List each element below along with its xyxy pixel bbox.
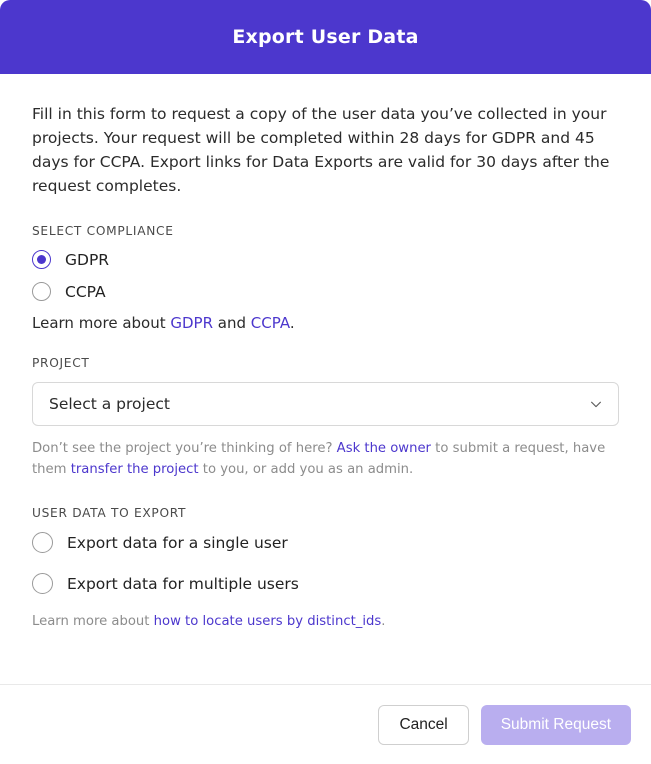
link-gdpr[interactable]: GDPR: [170, 314, 214, 332]
project-section-label: PROJECT: [32, 356, 90, 370]
radio-ccpa-indicator[interactable]: [32, 282, 51, 301]
user-data-hint: [32, 614, 619, 629]
modal-footer: [0, 684, 651, 764]
radio-single-user-label: Export data for a single user: [67, 533, 288, 552]
learn-more-suffix: .: [289, 314, 295, 332]
radio-option-single-user[interactable]: [32, 532, 619, 553]
project-hint-part1: Don’t see the project you’re thinking of here?: [32, 441, 337, 456]
radio-single-user-indicator[interactable]: [32, 532, 53, 553]
project-hint-part3: to you, or add you as an admin.: [198, 462, 414, 477]
project-select[interactable]: [32, 382, 619, 426]
project-select-value: Select a project: [49, 395, 170, 413]
radio-option-multiple-users[interactable]: [32, 573, 619, 594]
user-data-section-label: USER DATA TO EXPORT: [32, 506, 187, 520]
modal-body: [0, 74, 651, 684]
link-ccpa[interactable]: CCPA: [250, 314, 290, 332]
project-select-wrap: [32, 382, 619, 426]
modal-header: [0, 0, 651, 74]
user-data-hint-suffix: .: [381, 614, 386, 629]
project-hint-part2: to submit a request, have them: [32, 441, 606, 477]
link-locate-users-distinct-ids[interactable]: how to locate users by distinct_ids: [153, 614, 382, 629]
user-data-radio-group: [32, 532, 619, 594]
radio-multiple-users-label: Export data for multiple users: [67, 574, 299, 593]
compliance-learn-more: [32, 314, 619, 332]
learn-more-join: and: [213, 314, 251, 332]
project-hint: [32, 438, 619, 480]
learn-more-prefix: Learn more about: [32, 314, 171, 332]
radio-option-gdpr[interactable]: [32, 250, 619, 269]
compliance-section-label: SELECT COMPLIANCE: [32, 224, 174, 238]
submit-request-button[interactable]: Submit Request: [481, 705, 631, 745]
radio-gdpr-label: GDPR: [65, 250, 110, 269]
chevron-down-icon[interactable]: [589, 382, 603, 426]
user-data-hint-prefix: Learn more about: [32, 614, 154, 629]
intro-text: Fill in this form to request a copy of the user data you’ve collected in your projects. Your request will be completed within 28 days for GDPR and 45 days for CCPA. Export links for Data Exports are valid for 30 days after the request completes.: [32, 105, 610, 195]
radio-option-ccpa[interactable]: [32, 282, 619, 301]
link-transfer-the-project[interactable]: transfer the project: [70, 462, 199, 477]
radio-ccpa-label: CCPA: [65, 282, 106, 301]
link-ask-the-owner[interactable]: Ask the owner: [336, 441, 431, 456]
page-title: Export User Data: [232, 26, 419, 48]
radio-multiple-users-indicator[interactable]: [32, 573, 53, 594]
cancel-button[interactable]: Cancel: [378, 705, 468, 745]
radio-gdpr-indicator[interactable]: [32, 250, 51, 269]
